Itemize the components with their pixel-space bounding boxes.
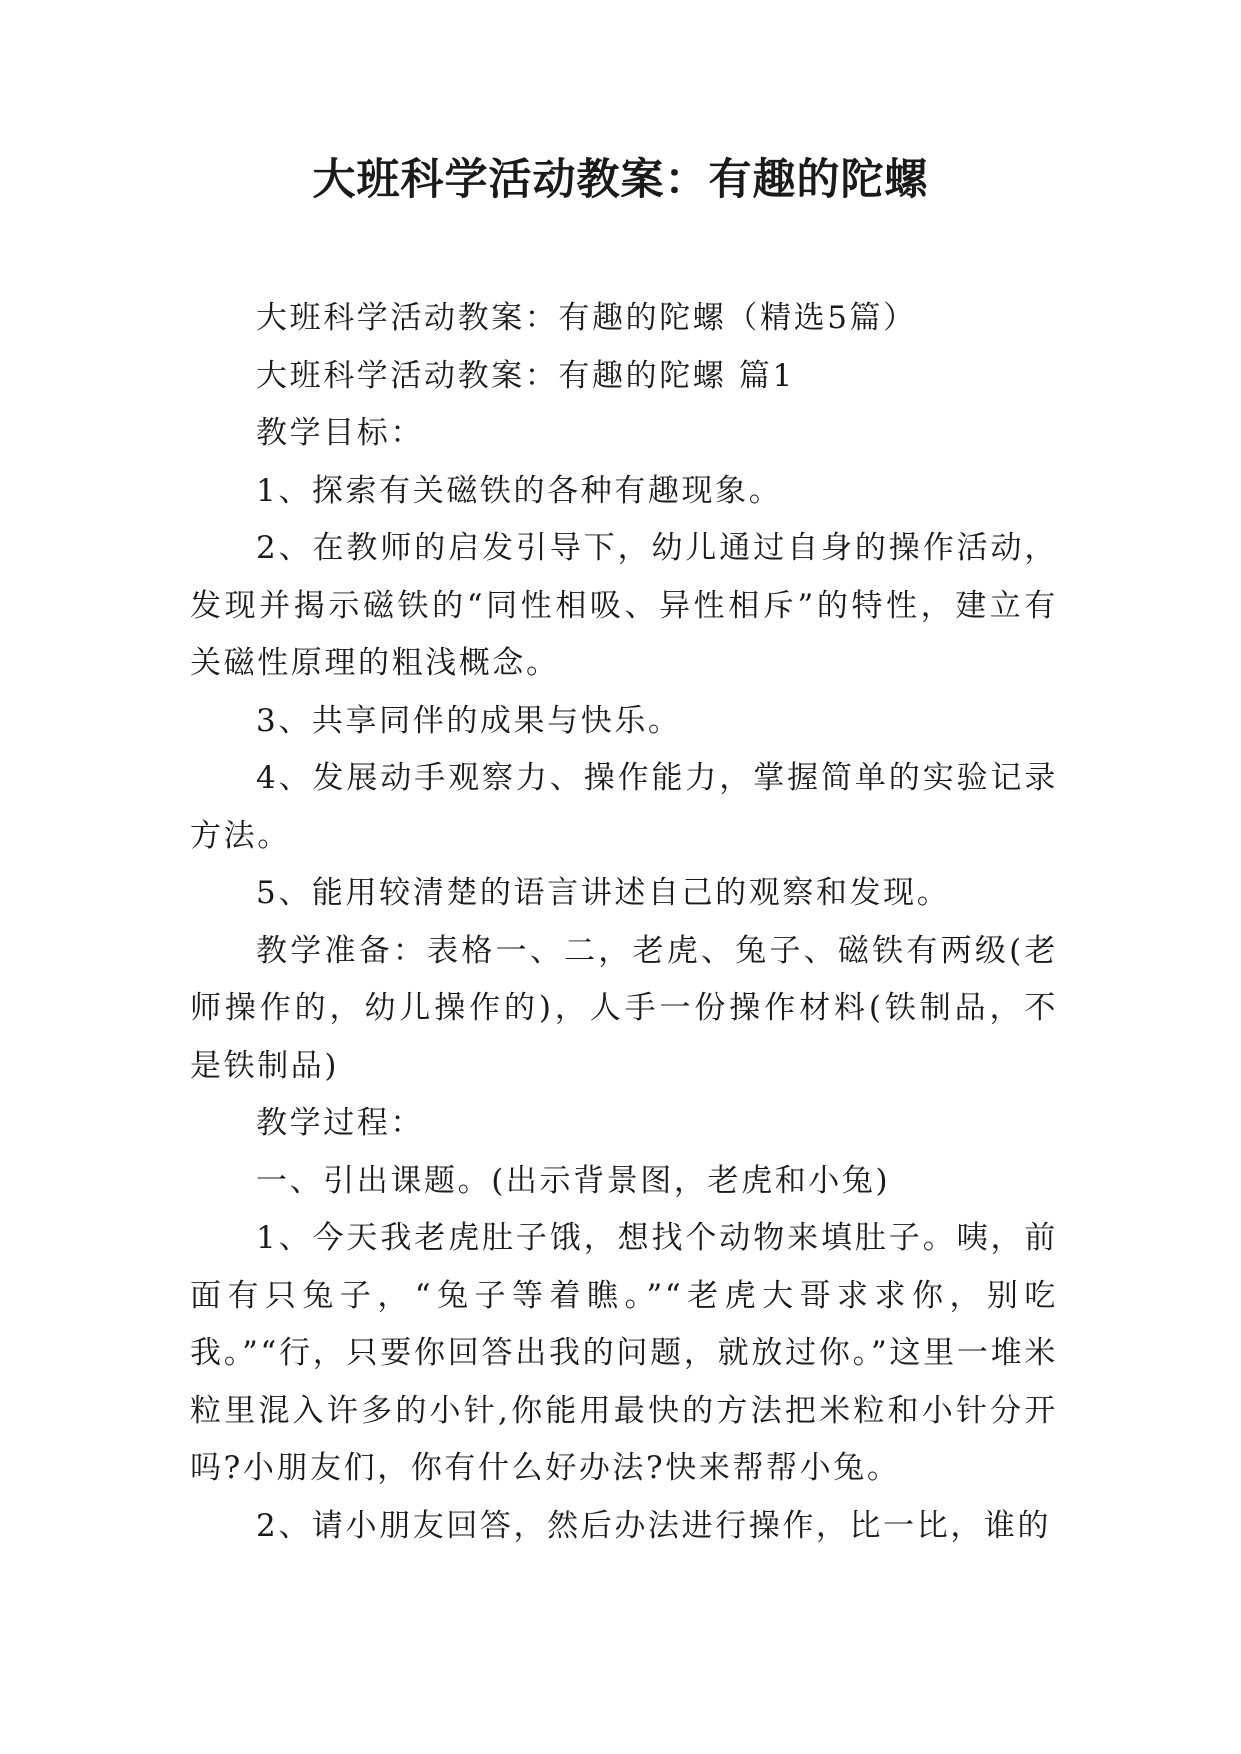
- paragraph-step-intro: 一、引出课题。(出示背景图，老虎和小兔): [256, 1162, 891, 1199]
- paragraph-subtitle: 大班科学活动教案：有趣的陀螺（精选5篇）: [256, 300, 917, 336]
- paragraph-preparation: 教学准备：表格一、二，老虎、兔子、磁铁有两级(老师操作的，幼儿操作的)，人手一份操作材料(铁制品，不是铁制品): [190, 932, 1058, 1084]
- document-body: [190, 290, 1058, 1555]
- paragraph-goal-3: 3、共享同伴的成果与快乐。: [256, 702, 682, 739]
- paragraph-step-2: 2、请小朋友回答，然后办法进行操作，比一比，谁的: [256, 1507, 1052, 1544]
- paragraph-section-heading: 大班科学活动教案：有趣的陀螺 篇1: [256, 357, 795, 394]
- document-title: 大班科学活动教案：有趣的陀螺: [312, 155, 929, 205]
- paragraph-goal-5: 5、能用较清楚的语言讲述自己的观察和发现。: [256, 875, 951, 911]
- paragraph-goal-2: 2、在教师的启发引导下，幼儿通过自身的操作活动，发现并揭示磁铁的“同性相吸、异性相斥”的特性，建立有关磁性原理的粗浅概念。: [190, 530, 1058, 681]
- paragraph-goal-4: 4、发展动手观察力、操作能力，掌握简单的实验记录方法。: [190, 760, 1058, 854]
- paragraph-goal-1: 1、探索有关磁铁的各种有趣现象。: [256, 472, 783, 509]
- paragraph-process-heading: 教学过程：: [256, 1105, 424, 1141]
- paragraph-step-1: 1、今天我老虎肚子饿，想找个动物来填肚子。咦，前面有只兔子，“兔子等着瞧。”“老虎大哥求求你，别吃我。”“行，只要你回答出我的问题，就放过你。”这里一堆米粒里混入许多的小针,你能用最快的方法把米粒和小针分开吗?小朋友们，你有什么好办法?快来帮帮小兔。: [190, 1220, 1058, 1486]
- paragraph-goals-heading: 教学目标：: [256, 415, 424, 451]
